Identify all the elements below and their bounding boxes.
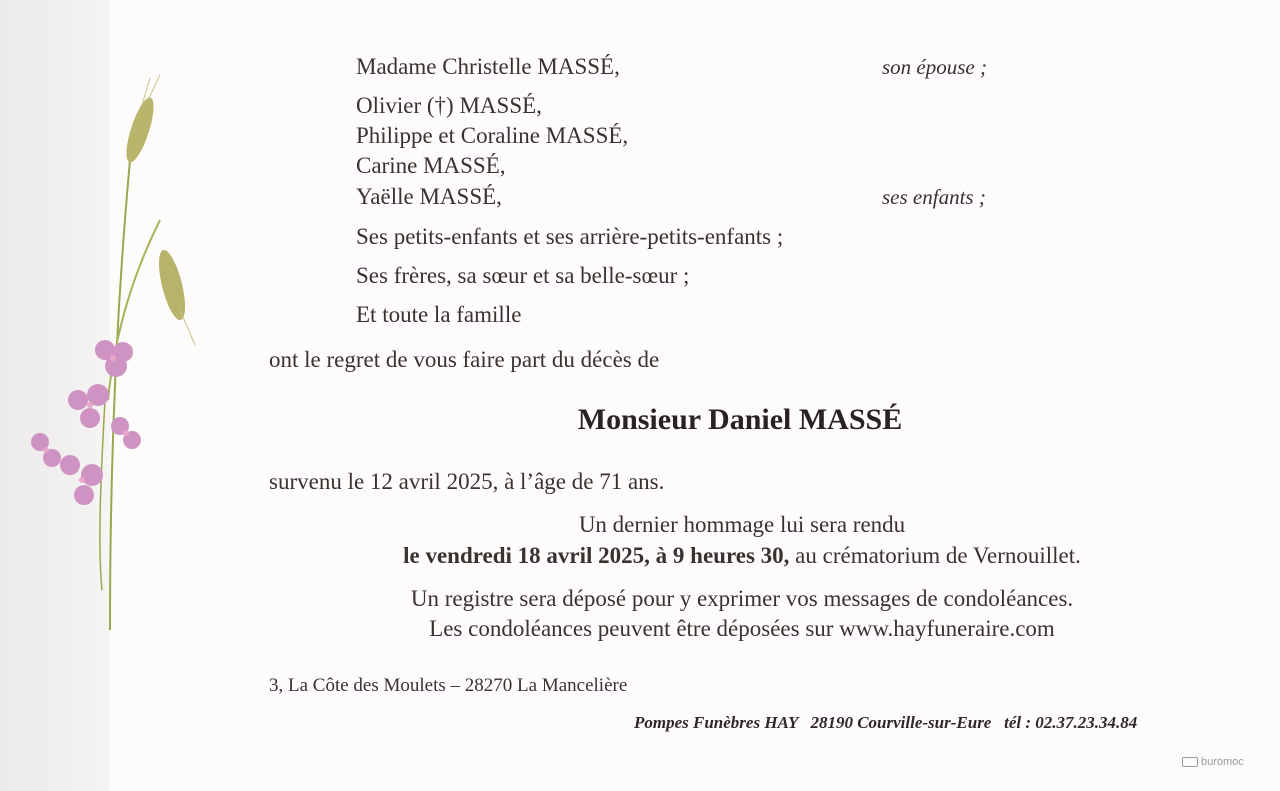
funeral-home-footer: Pompes Funèbres HAY 28190 Courville-sur-Eure tél : 02.37.23.34.84: [634, 713, 1138, 732]
death-info: survenu le 12 avril 2025, à l’âge de 71 ans.: [269, 469, 665, 494]
brand-label: buromoc: [1201, 756, 1244, 768]
ceremony-date: le vendredi 18 avril 2025, à 9 heures 30,: [403, 543, 790, 568]
family-line: Et toute la famille: [356, 302, 522, 327]
child-line: Yaëlle MASSÉ,: [356, 184, 502, 209]
announcement-text: ont le regret de vous faire part du décès de: [269, 347, 660, 372]
siblings-line: Ses frères, sa sœur et sa belle-sœur ;: [356, 263, 690, 288]
deceased-name: Monsieur Daniel MASSÉ: [577, 403, 903, 436]
child-line: Carine MASSÉ,: [356, 153, 506, 178]
children-role: ses enfants ;: [882, 185, 986, 209]
printer-brand: [1182, 756, 1244, 768]
brand-logo-icon: [1182, 757, 1198, 767]
ceremony-location: au crématorium de Vernouillet.: [789, 543, 1081, 568]
child-line: Philippe et Coraline MASSÉ,: [356, 123, 629, 148]
child-line: Olivier (†) MASSÉ,: [356, 93, 542, 118]
wheat-ear-icon: [154, 248, 195, 345]
address: 3, La Côte des Moulets – 28270 La Mancelière: [269, 675, 628, 696]
ceremony-details: [0, 541, 1280, 571]
wheat-ear-icon: [121, 75, 160, 165]
grandchildren-line: Ses petits-enfants et ses arrière-petits-enfants ;: [356, 224, 784, 249]
ceremony-intro: Un dernier hommage lui sera rendu: [578, 512, 906, 537]
registry-text: Un registre sera déposé pour y exprimer vos messages de condoléances.: [410, 586, 1074, 611]
spouse-line: Madame Christelle MASSÉ,: [356, 54, 620, 79]
online-condolences-text: Les condoléances peuvent être déposées sur www.hayfuneraire.com: [429, 616, 1055, 641]
spouse-role: son épouse ;: [882, 55, 987, 79]
